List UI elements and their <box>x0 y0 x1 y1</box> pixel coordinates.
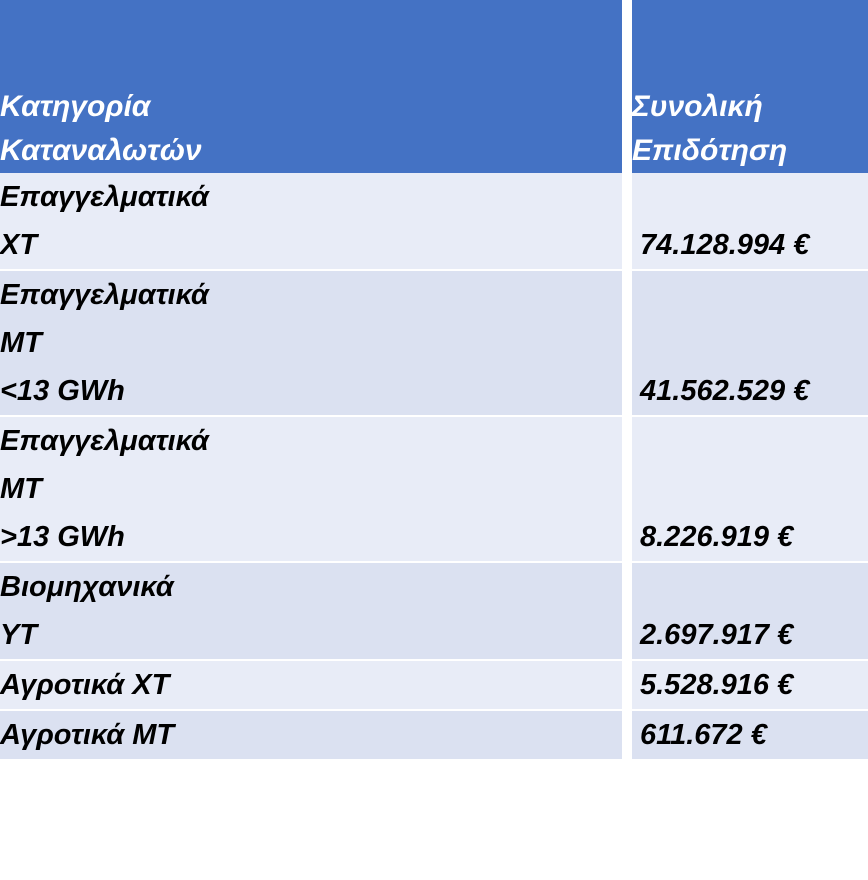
category-line: Αγροτικά ΜΤ <box>0 719 175 751</box>
header-subsidy-line-2: Επιδότηση <box>632 134 788 167</box>
cell-category <box>0 562 622 660</box>
amount-spacer <box>640 271 868 319</box>
header-category-line-1: Κατηγορία <box>0 90 151 123</box>
cell-category <box>0 416 622 562</box>
amount-spacer <box>640 417 868 465</box>
category-line: Αγροτικά ΧΤ <box>0 669 170 701</box>
category-line: ΜΤ <box>0 473 42 505</box>
amount-value: 2.697.917 € <box>640 619 794 651</box>
column-gap <box>622 173 632 270</box>
category-line: ΥΤ <box>0 619 38 651</box>
amount-spacer <box>640 563 868 611</box>
column-gap <box>622 710 632 760</box>
amount-spacer <box>640 465 868 513</box>
table-row <box>0 710 868 760</box>
table-row <box>0 562 868 660</box>
table-row <box>0 270 868 416</box>
category-line: Επαγγελματικά <box>0 425 209 457</box>
cell-amount <box>632 710 868 760</box>
cell-category <box>0 660 622 710</box>
category-line: Επαγγελματικά <box>0 181 209 213</box>
category-line: >13 GWh <box>0 521 125 553</box>
category-line: Επαγγελματικά <box>0 279 209 311</box>
cell-category <box>0 270 622 416</box>
header-category-line-2: Καταναλωτών <box>0 134 202 167</box>
table-row <box>0 660 868 710</box>
cell-category <box>0 173 622 270</box>
amount-value: 5.528.916 € <box>640 669 794 701</box>
cell-amount <box>632 270 868 416</box>
column-gap <box>622 562 632 660</box>
header-subsidy <box>632 0 868 173</box>
cell-amount <box>632 173 868 270</box>
cell-amount <box>632 562 868 660</box>
column-gap <box>622 416 632 562</box>
cell-category <box>0 710 622 760</box>
category-line: ΧΤ <box>0 229 38 261</box>
table-header-row <box>0 0 868 173</box>
table-row <box>0 173 868 270</box>
cell-amount <box>632 416 868 562</box>
cell-amount <box>632 660 868 710</box>
amount-value: 74.128.994 € <box>640 229 810 261</box>
category-line: <13 GWh <box>0 375 125 407</box>
header-column-gap <box>622 0 632 173</box>
column-gap <box>622 270 632 416</box>
column-gap <box>622 660 632 710</box>
amount-spacer <box>640 319 868 367</box>
header-category <box>0 0 622 173</box>
category-line: Βιομηχανικά <box>0 571 174 603</box>
table-row <box>0 416 868 562</box>
header-subsidy-line-1: Συνολική <box>632 90 763 123</box>
category-line: ΜΤ <box>0 327 42 359</box>
amount-value: 8.226.919 € <box>640 521 794 553</box>
amount-value: 611.672 € <box>640 719 767 751</box>
amount-spacer <box>640 173 868 221</box>
amount-value: 41.562.529 € <box>640 375 810 407</box>
